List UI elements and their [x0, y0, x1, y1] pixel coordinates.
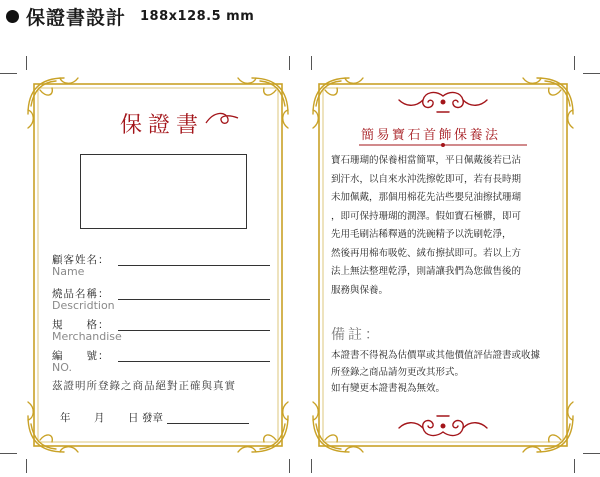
header-size: 188x128.5 mm: [140, 8, 255, 24]
note-line: 本證書不得視為估價單或其他價值評估證書或收據: [331, 350, 541, 361]
crop-mark: [26, 459, 27, 473]
crop-mark: [289, 56, 290, 70]
field-label-zh: 燒品名稱：: [52, 288, 110, 300]
field-label-zh: 顧客姓名：: [52, 254, 110, 266]
issuer-underline: [167, 423, 249, 424]
field-underline: [118, 265, 270, 266]
crop-mark: [574, 56, 575, 70]
ornament-bottom-icon: [393, 410, 493, 440]
care-line: 先用毛刷沾稀釋過的洗碗精予以洗刷乾淨，: [331, 229, 512, 240]
field-label-zh: 規 格：: [52, 319, 110, 331]
care-line: 寶石珊瑚的保養相當簡單，平日佩戴後若已沾: [331, 155, 522, 166]
care-card: [311, 76, 575, 454]
flourish-icon: [204, 109, 240, 127]
field-label-en: NO.: [52, 361, 72, 374]
field-label-zh: 編 號：: [52, 350, 110, 362]
note-line: 所登錄之商品請勿更改其形式。: [331, 366, 465, 378]
crop-mark: [0, 453, 17, 454]
field-underline: [118, 361, 270, 362]
note-text: [331, 348, 563, 398]
date-month-label: 月: [94, 412, 105, 424]
care-line: 法上無法整理乾淨，則請讓我們為您做售後的: [331, 266, 522, 277]
care-line: ，即可保持珊瑚的潤澤。假如寶石極髒，即可: [331, 210, 522, 222]
crop-mark: [583, 73, 600, 74]
care-instructions: [331, 152, 559, 300]
issuer-label: 發章: [142, 412, 163, 424]
note-title: 備註：: [331, 327, 382, 343]
field-label-en: Descridtion: [52, 299, 115, 312]
certification-text: 茲證明所登錄之商品絕對正確與真實: [52, 380, 236, 392]
page-title: 保證書: [120, 113, 205, 138]
crop-mark: [0, 73, 17, 74]
crop-mark: [574, 459, 575, 473]
crop-mark: [583, 453, 600, 454]
care-line: 服務與保養。: [331, 284, 389, 296]
care-title: 簡易寶石首飾保養法: [361, 128, 501, 143]
photo-box: [80, 154, 247, 229]
field-underline: [118, 330, 270, 331]
date-day-label: 日: [128, 412, 139, 424]
date-year-label: 年: [60, 412, 71, 424]
title-underline: [355, 142, 531, 148]
bullet-icon: [6, 10, 19, 23]
care-line: 然後再用棉布吸乾、絨布擦拭即可。若以上方: [331, 247, 522, 259]
care-line: 到汗水，以自來水沖洗擦乾即可，若有長時期: [331, 173, 522, 185]
crop-mark: [311, 459, 312, 473]
note-line: 如有變更本證書視為無效。: [331, 383, 446, 394]
crop-mark: [289, 459, 290, 473]
field-label-en: Merchandise: [52, 330, 122, 343]
ornament-top-icon: [393, 88, 493, 118]
page-header: [6, 4, 254, 28]
field-underline: [118, 299, 270, 300]
care-line: 未加佩戴，那個用棉花先沾些嬰兒油擦拭珊瑚: [331, 192, 522, 203]
crop-mark: [311, 56, 312, 70]
header-title: 保證書設計: [26, 6, 127, 29]
warranty-card: [26, 76, 290, 454]
crop-mark: [26, 56, 27, 70]
field-label-en: Name: [52, 265, 85, 278]
